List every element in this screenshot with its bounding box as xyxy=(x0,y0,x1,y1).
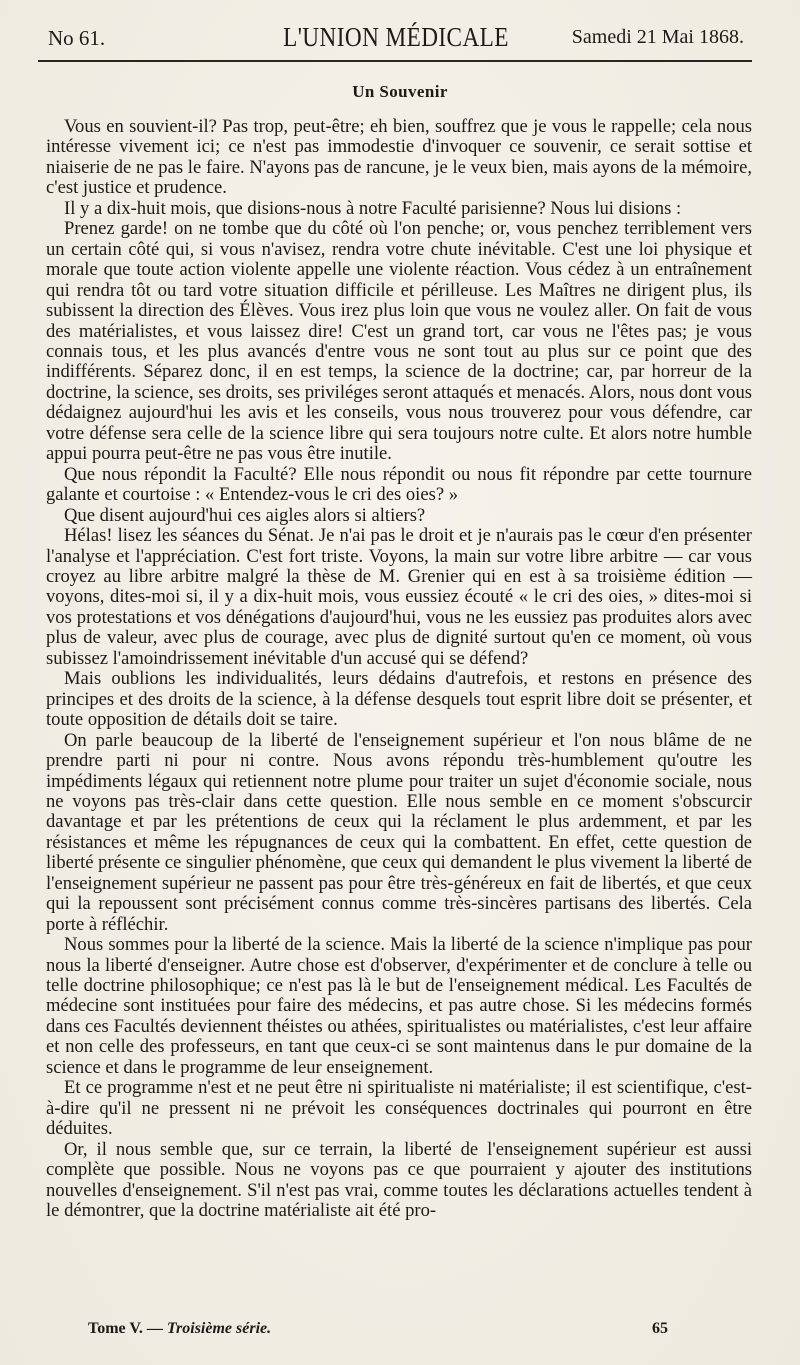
journal-title: L'UNION MÉDICALE xyxy=(283,22,509,52)
paragraph: On parle beaucoup de la liberté de l'enseignement supérieur et l'on nous blâme de ne prendre parti ni pour ni contre. Nous avons répondu très-humblement qu'outre les impédiments légaux qui retiennent notre plume pour traiter un sujet d'économie sociale, nous ne voyons pas très-clair dans cette question. Elle nous semble en ce moment s'obscurcir davantage et par les prétentions de ceux qui la réclament le plus ardemment, et par les résistances et même les répugnances de ceux qui la combattent. En effet, cette question de liberté présente ce singulier phénomène, que ceux qui demandent le plus vivement la liberté de l'enseignement supérieur ne passent pas pour être très-généreux en fait de libertés, et que ceux qui la repoussent sont précisément connus comme très-sincères partisans des libertés. Cela porte à réfléchir. xyxy=(46,729,752,935)
article-body xyxy=(46,117,752,1221)
volume-info xyxy=(88,1320,271,1338)
paragraph: Que nous répondit la Faculté? Elle nous répondit ou nous fit répondre par cette tournure galante et courtoise : « Entendez-vous le cri des oies? » xyxy=(46,463,752,506)
paragraph: Que disent aujourd'hui ces aigles alors si altiers? xyxy=(64,504,426,526)
paragraph: Prenez garde! on ne tombe que du côté où l'on penche; or, vous penchez terriblement vers un certain côté qui, si vous n'avisez, rendra votre chute inévitable. C'est une loi physique et morale que toute action violente appelle une violente réaction. Vous cédez à un entraînement qui rendra tôt ou tard votre situation difficile et périlleuse. Les Maîtres ne dirigent plus, ils subissent la direction des Élèves. Vous irez plus loin que vous ne voulez aller. On fait de vous des matérialistes, et vous laissez dire! C'est un grand tort, car vous ne l'êtes pas; je vous connais tous, et les plus avancés d'entre vous ne sont tout au plus sur ce point que des indifférents. Séparez donc, il en est temps, la science de la doctrine; car, par horreur de la doctrine, la science, ses droits, ses priviléges seront attaqués et menacés. Alors, nous dont vous dédaignez aujourd'hui les avis et les conseils, vous nous trouverez pour vous défendre, car votre défense sera celle de la science libre qui sera toujours notre culte. Et alors notre humble appui pourra peut-être ne pas vous être inutile. xyxy=(46,218,752,465)
issue-date: Samedi 21 Mai 1868. xyxy=(571,26,744,48)
paragraph: Il y a dix-huit mois, que disions-nous à notre Faculté parisienne? Nous lui disions : xyxy=(64,197,682,219)
page-number: 65 xyxy=(652,1320,668,1337)
page-footer xyxy=(88,1320,668,1344)
paragraph: Mais oublions les individualités, leurs dédains d'autrefois, et restons en présence des principes et des droits de la science, à la défense desquels tout esprit libre doit se présenter, et toute opposition de détails doit se taire. xyxy=(46,668,752,731)
issue-number: No 61. xyxy=(48,26,106,50)
article-title: Un Souvenir xyxy=(352,82,448,101)
volume-label: Tome V. — xyxy=(88,1320,163,1337)
paragraph: Or, il nous semble que, sur ce terrain, la liberté de l'enseignement supérieur est aussi complète que possible. Nous ne voyons pas ce que pourraient y ajouter des institutions nouvelles d'enseignement. S'il n'est pas vrai, comme toutes les déclarations actuelles tendent à le démontrer, que la doctrine matérialiste ait été pro- xyxy=(46,1138,752,1222)
paragraph: Nous sommes pour la liberté de la science. Mais la liberté de la science n'implique pas pour nous la liberté d'enseigner. Autre chose est d'observer, d'expérimenter et de conclure à telle ou telle doctrine philosophique; ce n'est pas là le but de l'enseignement médical. Les Facultés de médecine sont instituées pour faire des médecins, et pas autre chose. Si les médecins formés dans ces Facultés deviennent théistes ou athées, spiritualistes ou matérialistes, c'est leur affaire et non celle des professeurs, en tant que ceux-ci se sont maintenus dans le pur domaine de la science et dans le programme de leur enseignement. xyxy=(46,934,752,1078)
paragraph: Vous en souvient-il? Pas trop, peut-être; eh bien, souffrez que je vous le rappelle; cela nous intéresse vivement ici; ce n'est pas immodestie d'invoquer ce souvenir, ce serait sottise et niaiserie de ne pas le faire. N'ayons pas de rancune, je le veux bien, mais ayons de la mémoire, c'est justice et prudence. xyxy=(46,116,752,199)
paragraph: Et ce programme n'est et ne peut être ni spiritualiste ni matérialiste; il est scientifique, c'est-à-dire qu'il ne pressent ni ne prévoit les conséquences doctrinales qui pourront en être déduites. xyxy=(46,1077,752,1140)
header-rule xyxy=(38,60,752,62)
page-header xyxy=(48,20,744,54)
paragraph: Hélas! lisez les séances du Sénat. Je n'ai pas le droit et je n'aurais pas le cœur d'en présenter l'analyse et l'appréciation. C'est fort triste. Voyons, la main sur votre libre arbitre — car vous croyez au libre arbitre malgré la thèse de M. Grenier qui en est à sa troisième édition — voyons, dites-moi si, il y a dix-huit mois, vous eussiez écouté « le cri des oies, » dites-moi si vos protestations et vos dénégations d'aujourd'hui, vous ne les eussiez pas produites alors avec plus de valeur, avec plus de courage, avec plus de dignité surtout qu'en ce moment, où vous subissez l'amoindrissement inévitable d'un accusé qui se défend? xyxy=(46,525,752,669)
series-label: Troisième série. xyxy=(166,1320,272,1337)
